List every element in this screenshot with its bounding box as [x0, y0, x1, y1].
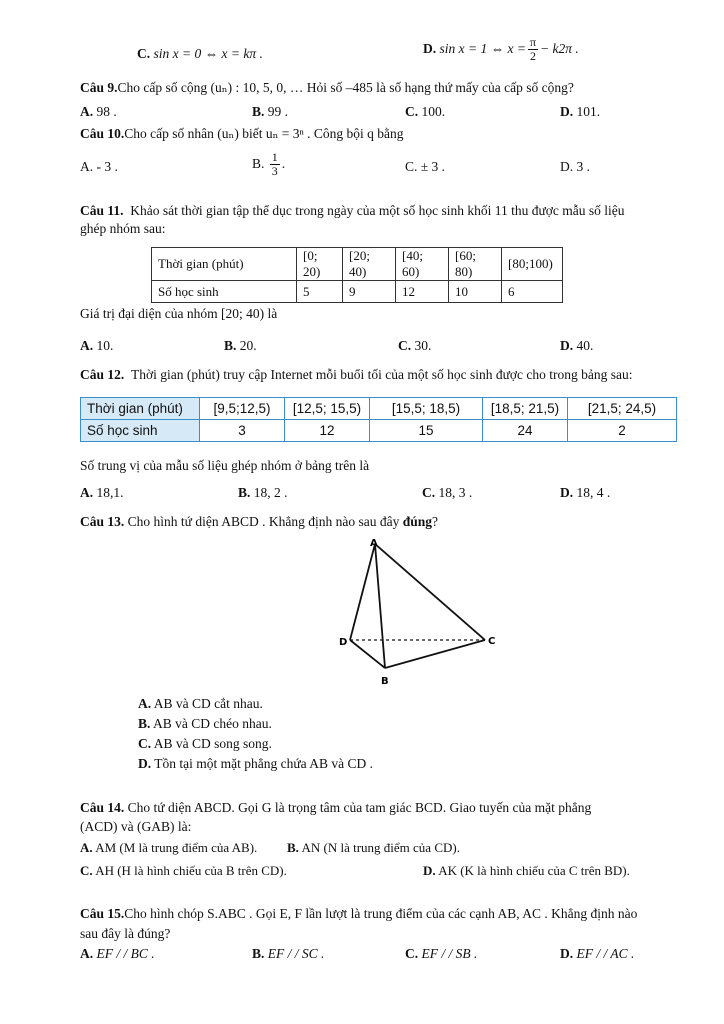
vertex-label-b: B — [381, 676, 389, 687]
q13-option-a: A. AB và CD cắt nhau. — [138, 696, 263, 711]
q9-option-a: A. 98 . — [80, 104, 117, 119]
q11-option-c: C. 30. — [398, 338, 432, 353]
q9-option-d: D. 101. — [560, 104, 601, 119]
table-cell: 24 — [483, 420, 568, 442]
table-cell: [12,5; 15,5) — [285, 398, 370, 420]
q14-option-c: C. AH (H là hình chiếu của B trên CD). — [80, 863, 287, 878]
q13-stem: Câu 13. Cho hình tứ diện ABCD . Khẳng định nào sau đây đúng? — [80, 514, 438, 529]
table-row — [81, 420, 677, 442]
table-header-cell: Thời gian (phút) — [152, 248, 297, 281]
q11-table — [151, 247, 563, 303]
table-row — [81, 398, 677, 420]
tetrahedron-figure — [335, 535, 505, 687]
vertex-label-d: D — [339, 637, 348, 648]
table-cell: [60; 80) — [449, 248, 502, 281]
table-cell: 3 — [200, 420, 285, 442]
q10-option-c: C. ± 3 . — [405, 159, 446, 174]
q12-option-d: D. 18, 4 . — [560, 485, 611, 500]
q9-option-c: C. 100. — [405, 104, 446, 119]
q10-option-a: A. - 3 . — [80, 159, 118, 174]
q12-table — [80, 397, 677, 442]
table-cell: 12 — [285, 420, 370, 442]
q10-option-b: B. $\frac{1}{3}$ . — [252, 150, 286, 179]
table-cell: [18,5; 21,5) — [483, 398, 568, 420]
q10-option-d: D. 3 . — [560, 159, 590, 174]
q14-option-a: A. AM (M là trung điểm của AB). — [80, 840, 258, 855]
edge-ab — [375, 544, 385, 668]
q11-stem-line2: ghép nhóm sau: — [80, 221, 166, 236]
table-cell: 6 — [502, 281, 563, 303]
table-cell: [20; 40) — [343, 248, 396, 281]
table-cell: [9,5;12,5) — [200, 398, 285, 420]
q15-option-c: C. EF / / SB . — [405, 946, 478, 961]
table-header-cell: Thời gian (phút) — [81, 398, 200, 420]
table-cell: [40; 60) — [396, 248, 449, 281]
q13-option-c: C. AB và CD song song. — [138, 736, 272, 751]
table-cell: 10 — [449, 281, 502, 303]
q14-stem-line2: (ACD) và (GAB) là: — [80, 819, 192, 834]
table-row — [152, 248, 563, 281]
q12-option-c: C. 18, 3 . — [422, 485, 473, 500]
table-cell: [80;100) — [502, 248, 563, 281]
edge-bc — [385, 640, 485, 668]
q15-option-b: B. EF / / SC . — [252, 946, 325, 961]
q8-option-c: C. sin x = 0 ⇔ x = kπ . — [137, 46, 263, 61]
q15-stem: Câu 15.Cho hình chóp S.ABC . Gọi E, F lần lượt là trung điểm của các cạnh AB, AC . Khẳng định nào — [80, 906, 638, 921]
q12-option-b: B. 18, 2 . — [238, 485, 288, 500]
vertex-label-a: A — [370, 538, 378, 549]
q14-option-b: B. AN (N là trung điểm của CD). — [287, 840, 460, 855]
table-cell: [0; 20) — [297, 248, 343, 281]
q14-stem: Câu 14. Cho tứ diện ABCD. Gọi G là trọng tâm của tam giác BCD. Giao tuyến của mặt phẳng — [80, 800, 592, 815]
table-cell: 2 — [568, 420, 677, 442]
q15-option-a: A. EF / / BC . — [80, 946, 155, 961]
q11-option-d: D. 40. — [560, 338, 594, 353]
q10-stem: Câu 10.Cho cấp số nhân (uₙ) biết uₙ = 3ⁿ . Công bội q bằng — [80, 126, 404, 141]
q12-option-a: A. 18,1. — [80, 485, 124, 500]
table-cell: [15,5; 18,5) — [370, 398, 483, 420]
edge-ad — [350, 544, 375, 640]
q8-option-d: D. sin x = 1 ⇔ x = $\frac{\pi}{2}$ − k2π . — [423, 35, 579, 64]
q15-stem-line2: sau đây là đúng? — [80, 926, 171, 941]
q9-option-b: B. 99 . — [252, 104, 289, 119]
table-cell: 12 — [396, 281, 449, 303]
table-header-cell: Số học sinh — [152, 281, 297, 303]
table-cell: 9 — [343, 281, 396, 303]
q12-question: Số trung vị của mẫu số liệu ghép nhóm ở bảng trên là — [80, 458, 370, 473]
q15-option-d: D. EF / / AC . — [560, 946, 635, 961]
q13-option-b: B. AB và CD chéo nhau. — [138, 716, 272, 731]
edge-ac — [375, 544, 485, 640]
edge-db — [350, 640, 385, 668]
table-cell: [21,5; 24,5) — [568, 398, 677, 420]
q11-stem: Câu 11. Khảo sát thời gian tập thể dục trong ngày của một số học sinh khối 11 thu được mẫu số liệu — [80, 203, 625, 218]
vertex-label-c: C — [488, 636, 496, 647]
table-cell: 5 — [297, 281, 343, 303]
q11-option-a: A. 10. — [80, 338, 114, 353]
q13-option-d: D. Tồn tại một mặt phẳng chứa AB và CD . — [138, 756, 374, 771]
table-row — [152, 281, 563, 303]
table-cell: 15 — [370, 420, 483, 442]
table-header-cell: Số học sinh — [81, 420, 200, 442]
q11-option-b: B. 20. — [224, 338, 257, 353]
q12-stem: Câu 12. Thời gian (phút) truy cập Internet mỗi buổi tối của một số học sinh được cho trong bảng sau: — [80, 367, 633, 382]
q11-question: Giá trị đại diện của nhóm [20; 40) là — [80, 306, 278, 321]
q14-option-d: D. AK (K là hình chiếu của C trên BD). — [423, 863, 630, 878]
q9-stem: Câu 9.Cho cấp số cộng (uₙ) : 10, 5, 0, … Hỏi số –485 là số hạng thứ mấy của cấp số cộng? — [80, 80, 574, 95]
